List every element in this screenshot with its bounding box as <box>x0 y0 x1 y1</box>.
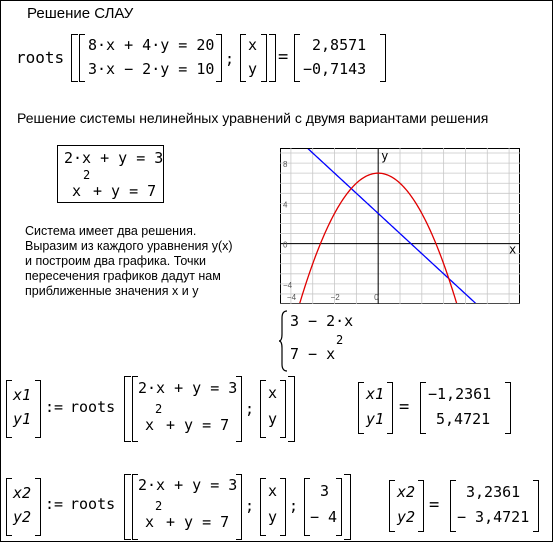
var-y: y <box>248 60 258 78</box>
x-tick-label: −2 <box>330 293 340 302</box>
lhs-bracket-right <box>418 480 424 532</box>
description-line: Система имеет два решения. <box>25 224 197 238</box>
lhs-y2: y2 <box>13 508 32 526</box>
paren-right <box>269 34 276 82</box>
paren-right <box>344 474 351 540</box>
description-line: и построим два графика. Точки <box>25 254 206 268</box>
system-eq2-rest: + y = 7 <box>93 182 157 200</box>
x-tick-label: −4 <box>286 293 297 302</box>
lhs-x2: x2 <box>13 484 32 502</box>
lhs-bracket-left <box>6 380 12 438</box>
var-x: x <box>268 384 278 402</box>
lhs-bracket-left <box>6 478 12 536</box>
brace-icon <box>279 310 289 372</box>
lhs-x1: x1 <box>366 385 385 403</box>
result-x1: −1,2361 <box>428 385 492 403</box>
y-tick-label: 8 <box>283 160 288 170</box>
paren-left <box>124 474 131 540</box>
result-bracket-right <box>505 382 511 434</box>
y-tick-label: 4 <box>283 200 288 210</box>
equation-2-base: x <box>145 416 155 434</box>
result-bracket-right <box>380 34 386 82</box>
roots-function: roots <box>16 48 65 67</box>
roots-function: roots <box>70 398 116 416</box>
matrix-bracket-right <box>216 34 222 82</box>
linear-equation-2: 3·x − 2·y = 10 <box>88 60 215 78</box>
graph-expr-2-exponent: 2 <box>336 333 344 347</box>
separator: ; <box>289 497 299 515</box>
x-tick-label: 0 <box>374 293 379 302</box>
result-y1: 5,4721 <box>436 410 491 428</box>
var-bracket-left <box>240 34 246 82</box>
paren-left <box>124 376 131 442</box>
separator: ; <box>225 50 235 68</box>
separator: ; <box>245 497 255 515</box>
y-tick-label: −4 <box>283 280 293 290</box>
description <box>25 224 233 299</box>
matrix-bracket-right <box>236 376 242 442</box>
section-heading: Решение системы нелинейных уравнений с двумя вариантами решения <box>17 110 489 126</box>
equation-2-base: x <box>145 513 155 531</box>
result-bracket-right <box>533 480 539 532</box>
result-x: 2,8571 <box>312 36 367 54</box>
lhs-bracket-right <box>387 382 393 434</box>
guess-x: 3 <box>320 482 330 500</box>
linear-equation-1: 8·x + 4·y = 20 <box>88 36 215 54</box>
y-axis-label: y <box>381 149 389 163</box>
paren-left <box>71 34 78 82</box>
equation-2-exponent: 2 <box>155 499 163 513</box>
equation-2-exponent: 2 <box>155 402 163 416</box>
y-tick-label: 0 <box>283 240 288 250</box>
var-bracket-left <box>260 478 266 536</box>
system-equation-1: 2·x + y = 3 <box>64 149 164 167</box>
matrix-bracket-right <box>236 474 242 540</box>
assign-operator: := <box>45 398 64 416</box>
guess-bracket-left <box>304 478 310 536</box>
equation-1: 2·x + y = 3 <box>138 379 238 397</box>
result-y2: − 3,4721 <box>457 508 530 526</box>
paren-right <box>288 376 295 442</box>
result-y: −0,7143 <box>303 60 367 78</box>
equals-sign: = <box>399 397 410 417</box>
guess-bracket-right <box>336 478 342 536</box>
roots-function: roots <box>70 495 116 513</box>
var-y: y <box>268 508 278 526</box>
lhs-bracket-right <box>35 478 41 536</box>
lhs-bracket-right <box>35 380 41 438</box>
assign-operator: := <box>45 495 64 513</box>
separator: ; <box>245 400 255 418</box>
lhs-bracket-left <box>358 382 364 434</box>
var-x: x <box>268 482 278 500</box>
lhs-y1: y1 <box>366 410 385 428</box>
var-bracket-right <box>280 478 286 536</box>
var-bracket-right <box>261 34 267 82</box>
var-bracket-left <box>260 380 266 438</box>
graph-expr-2-base: 7 − x <box>290 345 336 363</box>
equals-sign: = <box>278 47 289 67</box>
description-line: Выразим из каждого уравнения y(x) <box>25 239 233 253</box>
equation-2-rest: + y = 7 <box>166 416 230 434</box>
lhs-y2: y2 <box>397 508 416 526</box>
lhs-x2: x2 <box>397 483 416 501</box>
var-x: x <box>248 36 258 54</box>
system-eq2-base: x <box>72 182 82 200</box>
equation-2-rest: + y = 7 <box>166 513 230 531</box>
section-title: Решение СЛАУ <box>27 5 134 22</box>
system-eq2-exponent: 2 <box>83 168 91 182</box>
result-bracket-left <box>294 34 300 82</box>
equals-sign: = <box>429 495 440 515</box>
result-bracket-left <box>450 480 456 532</box>
result-x2: 3,2361 <box>466 483 521 501</box>
matrix-bracket-left <box>79 34 85 82</box>
result-bracket-left <box>420 382 426 434</box>
lhs-x1: x1 <box>13 386 32 404</box>
equation-1: 2·x + y = 3 <box>138 476 238 494</box>
x-axis-label: x <box>509 242 517 257</box>
function-graph <box>280 148 520 304</box>
var-bracket-right <box>280 380 286 438</box>
description-line: пересечения графиков дадут нам <box>25 269 221 283</box>
var-y: y <box>268 410 278 428</box>
lhs-bracket-left <box>389 480 395 532</box>
description-line: приближенные значения x и y <box>25 284 199 298</box>
guess-y: − 4 <box>310 508 338 526</box>
lhs-y1: y1 <box>13 410 32 428</box>
graph-expr-1: 3 − 2·x <box>290 312 354 330</box>
